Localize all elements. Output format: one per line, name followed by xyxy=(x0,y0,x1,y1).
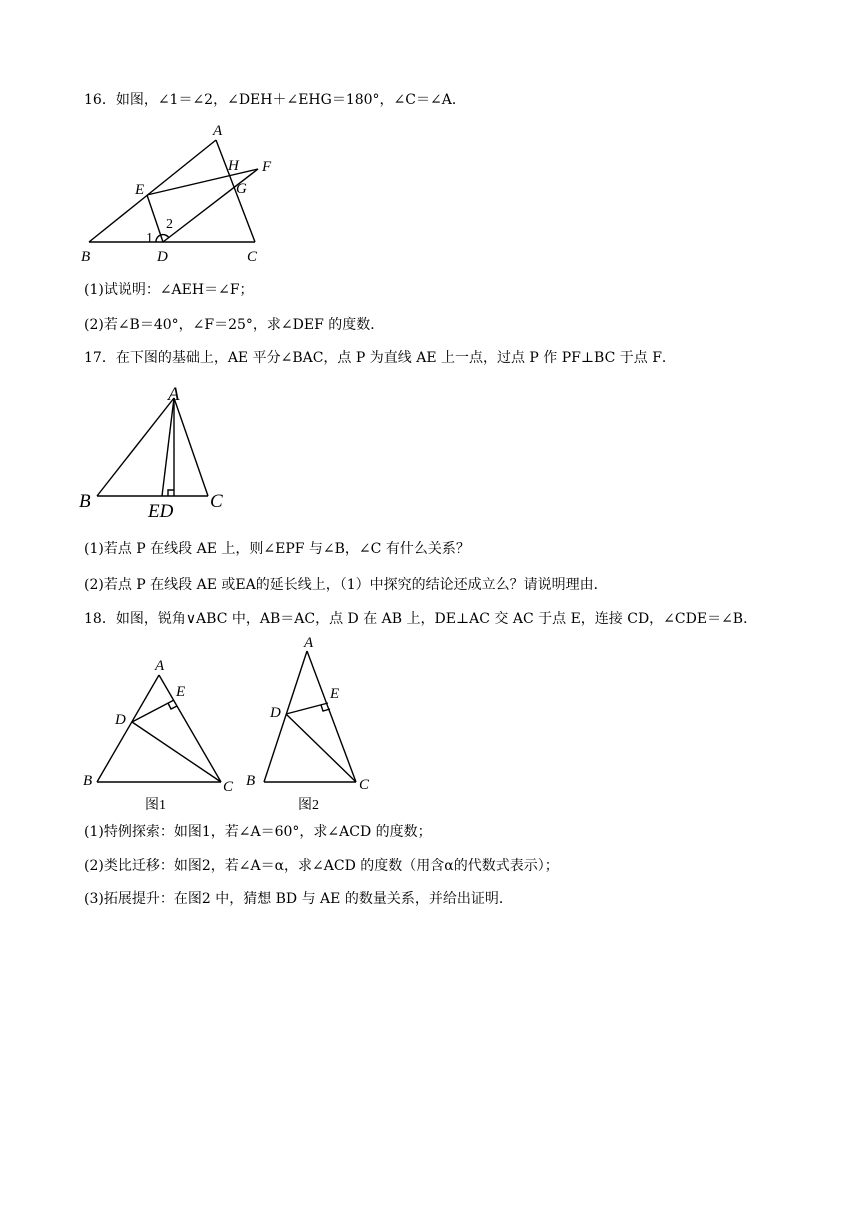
q16-label-f: F xyxy=(262,159,272,175)
q16-side-ba xyxy=(89,140,216,242)
q18f2-segment-dc xyxy=(286,714,356,782)
q17-label-b: B xyxy=(79,491,91,512)
q18f1-label-e: E xyxy=(176,684,186,700)
q18-figure1 xyxy=(75,652,240,817)
q16-label-g: G xyxy=(236,181,247,197)
q16-part2: (2)若∠B＝40°，∠F＝25°，求∠DEF 的度数． xyxy=(84,317,385,333)
q16-label-angle1: 1 xyxy=(146,231,153,246)
q18f1-label-d: D xyxy=(115,712,126,728)
q18-figure2 xyxy=(238,630,388,817)
q17-bisector-ae xyxy=(162,398,174,496)
q17-part2: (2)若点 P 在线段 AE 或EA的延长线上，（1）中探究的结论还成立么？请说明理由． xyxy=(84,577,608,593)
q18f2-side-ac xyxy=(307,651,356,782)
q18f1-side-ac xyxy=(159,675,221,782)
q17-stem: 17．在下图的基础上，AE 平分∠BAC，点 P 为直线 AE 上一点，过点 P 作 PF⊥BC 于点 F． xyxy=(84,350,676,366)
q18f2-label-d: D xyxy=(270,705,281,721)
q18f2-caption: 图2 xyxy=(298,798,319,813)
q18f2-label-a: A xyxy=(304,635,314,651)
q18f1-label-a: A xyxy=(155,658,165,674)
q18f2-label-b: B xyxy=(246,773,256,789)
q16-stem: 16．如图，∠1＝∠2，∠DEH＋∠EHG＝180°，∠C＝∠A． xyxy=(84,92,466,108)
q17-side-ac xyxy=(174,398,208,496)
q18f2-label-c: C xyxy=(359,777,370,793)
q18-part2: (2)类比迁移：如图2，若∠A＝α，求∠ACD 的度数（用含α的代数式表示）； xyxy=(84,858,559,874)
q18f1-label-b: B xyxy=(83,773,93,789)
q18-part3: (3)拓展提升：在图2 中，猜想 BD 与 AE 的数量关系，并给出证明． xyxy=(84,891,513,907)
q18-stem: 18．如图，锐角∨ABC 中，AB＝AC，点 D 在 AB 上，DE⊥AC 交 AC 于点 E，连接 CD，∠CDE＝∠B． xyxy=(84,611,758,627)
q17-figure xyxy=(75,385,235,520)
q16-part1: (1)试说明：∠AEH＝∠F； xyxy=(84,282,254,298)
q18f1-segment-dc xyxy=(132,722,221,782)
q17-right-angle-mark xyxy=(168,490,174,496)
q17-side-ba xyxy=(97,398,174,496)
q16-label-e: E xyxy=(135,182,145,198)
q17-label-ed: ED xyxy=(148,501,174,520)
q16-label-angle2: 2 xyxy=(166,217,173,232)
q16-label-h: H xyxy=(228,158,239,174)
q16-label-c: C xyxy=(247,249,258,265)
q17-label-c: C xyxy=(210,491,223,512)
q18f1-label-c: C xyxy=(223,779,234,795)
q18f2-label-e: E xyxy=(330,686,340,702)
q17-label-a: A xyxy=(168,385,180,405)
q17-part1: (1)若点 P 在线段 AE 上，则∠EPF 与∠B，∠C 有什么关系？ xyxy=(84,541,470,557)
q16-label-b: B xyxy=(81,249,91,265)
q16-label-a: A xyxy=(213,123,223,139)
q18-part1: (1)特例探索：如图1，若∠A＝60°，求∠ACD 的度数； xyxy=(84,824,432,840)
q16-figure xyxy=(75,118,290,268)
q16-label-d: D xyxy=(157,249,168,265)
q18f1-caption: 图1 xyxy=(145,798,166,813)
q18f1-side-ab xyxy=(97,675,159,782)
